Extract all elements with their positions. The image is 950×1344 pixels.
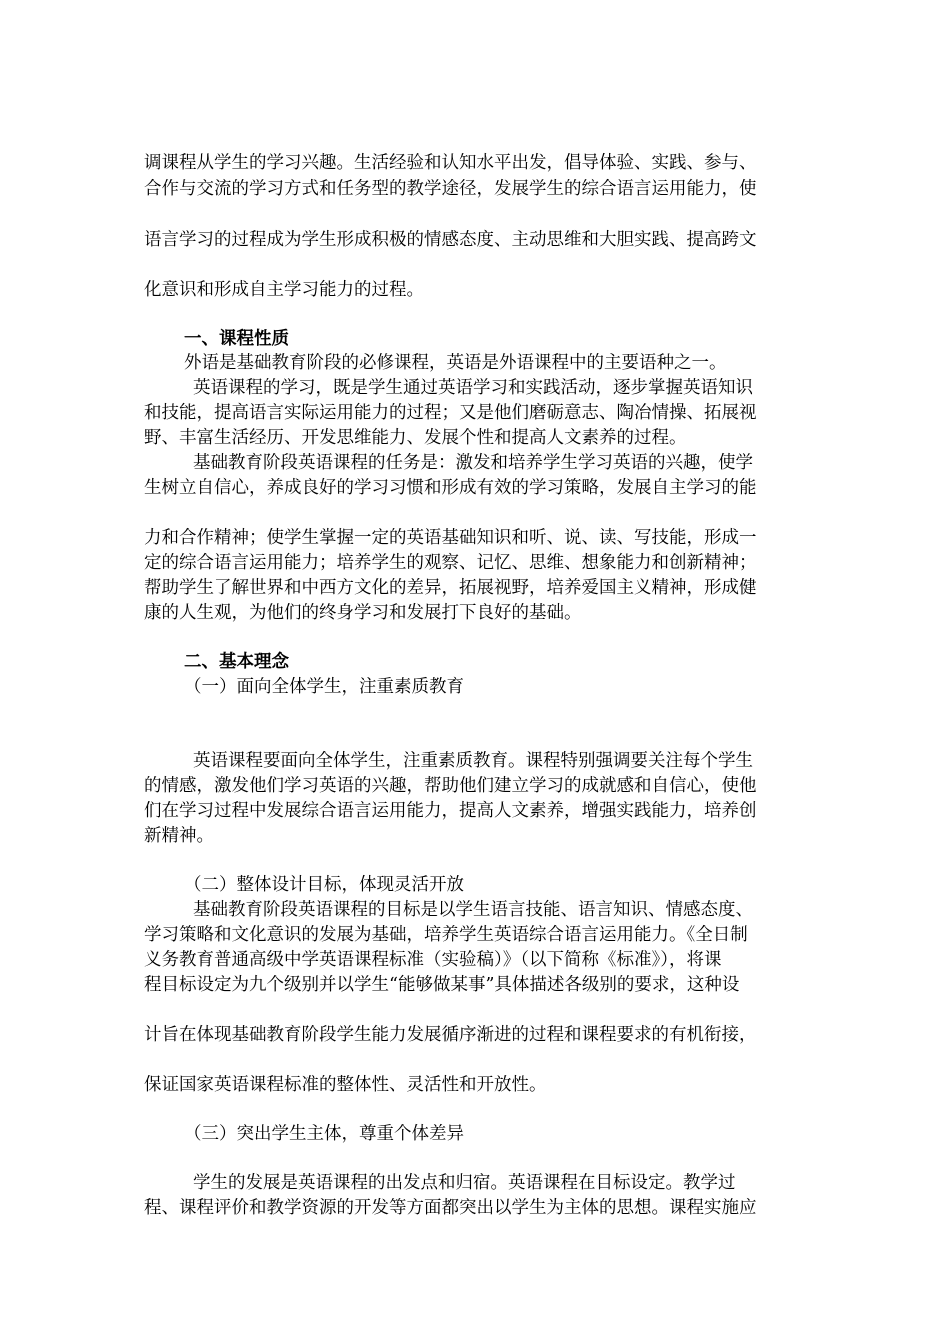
body-text-line: 合作与交流的学习方式和任务型的教学途径，发展学生的综合语言运用能力，使 [144,179,757,199]
body-text-line: 学生的发展是英语课程的出发点和归宿。英语课程在目标设定。教学过 [193,1173,736,1193]
body-text-line: 康的人生观，为他们的终身学习和发展打下良好的基础。 [144,603,582,623]
body-text-line: 外语是基础教育阶段的必修课程，英语是外语课程中的主要语种之一。 [184,353,727,373]
body-text-line: 英语课程的学习，既是学生通过英语学习和实践活动，逐步掌握英语知识 [193,378,753,398]
subsection-heading: （二）整体设计目标，体现灵活开放 [184,875,464,895]
body-text-line: 计旨在体现基础教育阶段学生能力发展循序渐进的过程和课程要求的有机衔接， [144,1025,757,1045]
section-heading-course-nature: 一、课程性质 [184,329,289,349]
body-text-line: 定的综合语言运用能力；培养学生的观察、记忆、思维、想象能力和创新精神； [144,553,757,573]
body-text-line: 力和合作精神；使学生掌握一定的英语基础知识和听、说、读、写技能，形成一 [144,528,757,548]
body-text-line: 新精神。 [144,826,214,846]
section-heading-basic-concepts: 二、基本理念 [184,652,289,672]
subsection-heading: （一）面向全体学生，注重素质教育 [184,677,464,697]
body-text-line: 学习策略和文化意识的发展为基础，培养学生英语综合语言运用能力。《全日制 [144,925,748,945]
body-text-line: 生树立自信心，养成良好的学习习惯和形成有效的学习策略，发展自主学习的能 [144,478,757,498]
body-text-line: 调课程从学生的学习兴趣。生活经验和认知水平出发，倡导体验、实践、参与、 [144,153,757,173]
body-text-line: 化意识和形成自主学习能力的过程。 [144,280,424,300]
body-text-line: 语言学习的过程成为学生形成积极的情感态度、主动思维和大胆实践、提高跨文 [144,230,757,250]
body-text-line: 义务教育普通高级中学英语课程标准（实验稿）》（以下简称《标准》），将课 [144,950,722,970]
body-text-line: 程、课程评价和教学资源的开发等方面都突出以学生为主体的思想。课程实施应 [144,1198,757,1218]
body-text-line: 野、丰富生活经历、开发思维能力、发展个性和提高人文素养的过程。 [144,428,687,448]
body-text-line: 基础教育阶段英语课程的目标是以学生语言技能、语言知识、情感态度、 [193,900,753,920]
body-text-line: 们在学习过程中发展综合语言运用能力，提高人文素养，增强实践能力，培养创 [144,801,757,821]
body-text-line: 基础教育阶段英语课程的任务是：激发和培养学生学习英语的兴趣，使学 [193,453,753,473]
body-text-line: 英语课程要面向全体学生，注重素质教育。课程特别强调要关注每个学生 [193,751,753,771]
body-text-line: 保证国家英语课程标准的整体性、灵活性和开放性。 [144,1075,547,1095]
subsection-heading: （三）突出学生主体，尊重个体差异 [184,1124,464,1144]
body-text-line: 和技能，提高语言实际运用能力的过程；又是他们磨砺意志、陶冶情操、拓展视 [144,403,757,423]
body-text-line: 的情感，激发他们学习英语的兴趣，帮助他们建立学习的成就感和自信心，使他 [144,776,757,796]
body-text-line: 帮助学生了解世界和中西方文化的差异，拓展视野，培养爱国主义精神，形成健 [144,578,757,598]
body-text-line: 程目标设定为九个级别并以学生“能够做某事”具体描述各级别的要求，这种设 [144,975,740,995]
